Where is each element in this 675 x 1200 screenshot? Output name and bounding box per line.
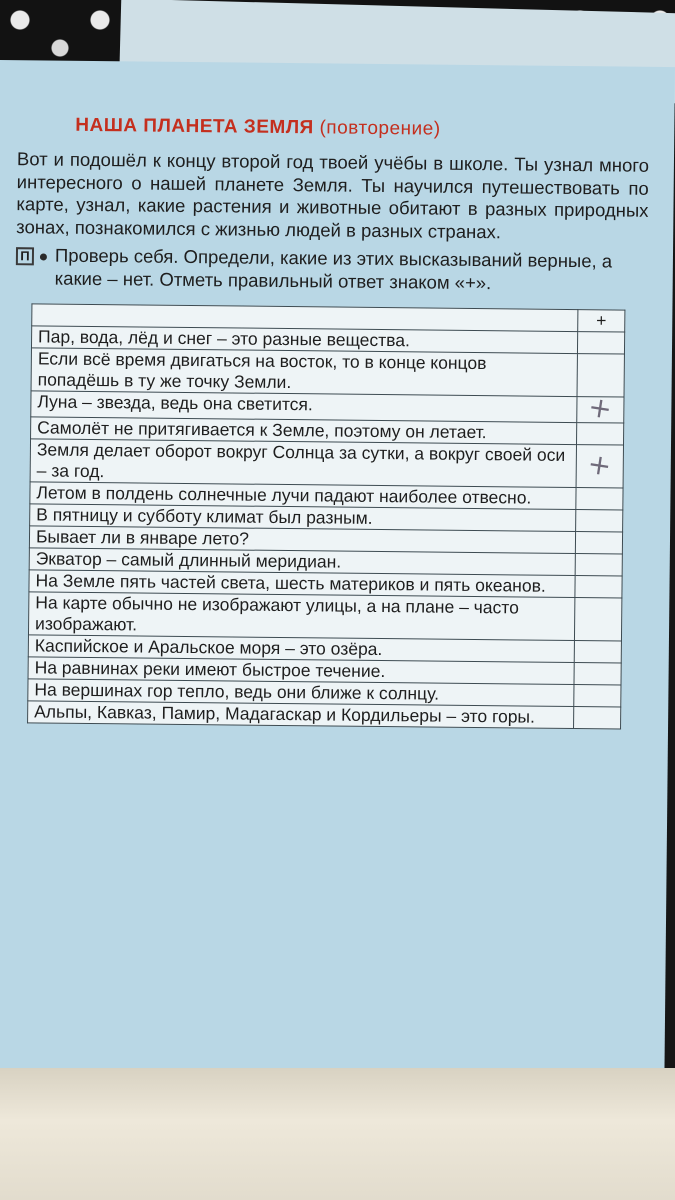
statement-cell: Альпы, Кавказ, Памир, Мадагаскар и Кордильеры – это горы. [28,701,574,729]
title-main: НАША ПЛАНЕТА ЗЕМЛЯ [75,114,314,139]
cloth-foreground [0,1068,675,1200]
statement-cell: Земля делает оборот вокруг Солнца за сутки, а вокруг своей оси – за год. [30,439,576,488]
table-row [30,439,623,488]
mark-cell[interactable] [576,510,623,532]
task-block [16,244,648,296]
mark-cell[interactable] [576,488,623,510]
mark-cell[interactable] [574,707,621,729]
mark-cell[interactable] [574,663,621,685]
answers-table [27,303,625,729]
title-suffix: (повторение) [319,117,441,140]
header-mark-cell: + [578,310,625,332]
table-row [28,592,621,641]
mark-cell[interactable] [574,641,621,663]
statement-cell: Летом в полдень солнечные лучи падают наиболее отвесно. [30,482,576,510]
mark-cell[interactable] [577,389,624,426]
statement-cell: На вершинах гор тепло, ведь они ближе к солнцу. [28,679,574,707]
statement-cell: В пятницу и субботу климат был разным. [30,504,576,532]
task-text: Проверь себя. Определи, какие из этих высказываний верные, а какие – нет. Отметь правильный ответ знаком «+». [54,244,613,293]
statement-cell: Если всё время двигаться на восток, то в конце концов попадёшь в ту же точку Земли. [31,348,577,397]
workbook-page [0,60,675,1077]
statement-cell: Самолёт не притягивается к Земле, поэтому он летает. [31,417,577,445]
mark-cell[interactable] [575,554,622,576]
mark-cell[interactable] [574,685,621,707]
handwritten-mark: + [585,446,614,483]
statement-cell: Пар, вода, лёд и снег – это разные вещества. [31,326,577,354]
mark-cell[interactable] [576,445,623,488]
mark-cell[interactable] [577,423,624,445]
page-content [7,114,653,730]
bullet-icon [40,253,47,260]
table-row [31,348,624,397]
intro-paragraph: Вот и подошёл к концу второй год твоей учёбы в школе. Ты узнал много интересного о нашей планете Земля. Ты научился путешествовать по карте, узнал, какие растения и животные обитают в разных природных зонах, познакомился с жизнью людей в разных странах. [16,148,650,242]
statement-cell: Каспийское и Аральское моря – это озёра. [28,635,574,663]
statement-cell: Экватор – самый длинный меридиан. [29,548,575,576]
page-title [75,115,653,143]
mark-cell[interactable] [577,332,624,354]
mark-cell[interactable] [575,532,622,554]
handwritten-mark: + [586,389,615,426]
statement-cell: Луна – звезда, ведь она светится. [31,391,577,423]
task-icon: П [16,247,34,265]
statement-cell: На карте обычно не изображают улицы, а на плане – часто изображают. [28,592,574,641]
mark-cell[interactable] [574,598,621,641]
statement-cell: На Земле пять частей света, шесть материков и пять океанов. [29,570,575,598]
mark-cell[interactable] [575,576,622,598]
statement-cell: На равнинах реки имеют быстрое течение. [28,657,574,685]
statement-cell: Бывает ли в январе лето? [29,526,575,554]
